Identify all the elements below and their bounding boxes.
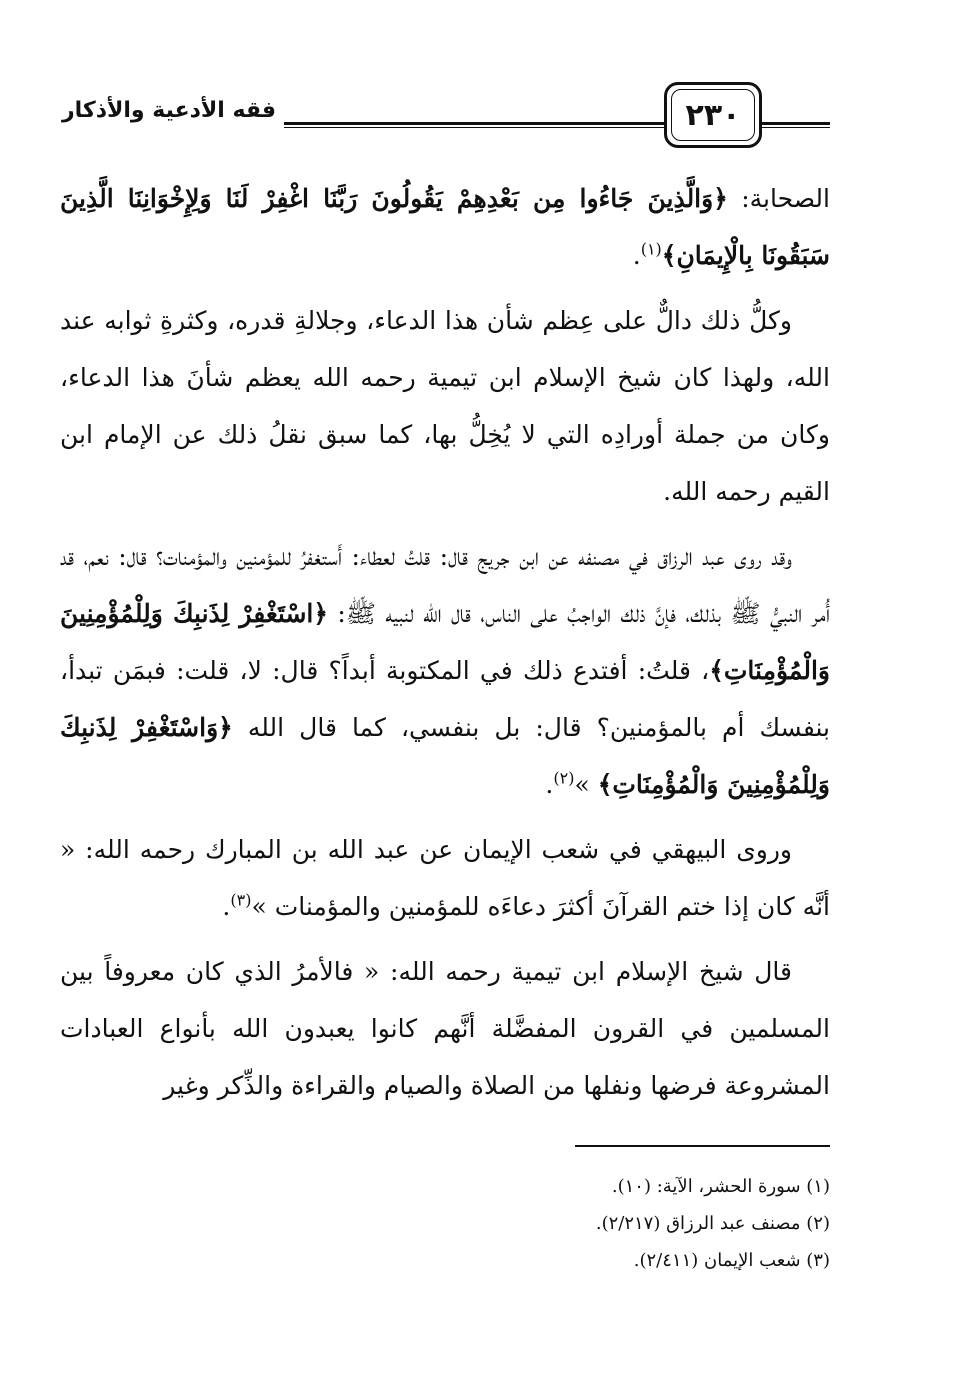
quran-verse-muhammad-2: ﴿وَاسْتَغْفِرْ لِذَنبِكَ وَلِلْمُؤْمِنِينَ وَالْمُؤْمِنَاتِ﴾ [60,713,830,799]
paragraph-4-text: وروى البيهقي في شعب الإيمان عن عبد الله بن المبارك رحمه الله: « أنَّه كان إذا ختم القرآنَ أكثرَ دعاءَه للمؤمنين والمؤمنات » [60,835,830,921]
footnote-ref-3: (٣) [230,890,252,910]
paragraph-1-end: . [632,241,641,270]
book-title: فقه الأدعية والأذكار [62,98,277,123]
paragraph-3-part-3: » [574,770,598,799]
header-rule-right [756,122,830,128]
paragraph-3-part-1: وقد روى عبد الرزاق في مصنفه عن ابن جريج قال: قلتُ لعطاء: أَستغفرُ للمؤمنين والمؤمنات؟ قال: نعم، قد أُمر النبيُّ ﷺ بذلك، فإنَّ ذلك الواجبُ على الناس، قال الله لنبيه ﷺ: [60,542,830,628]
page-number: ٢٣٠ [664,82,762,148]
footnotes [60,1168,830,1279]
paragraph-4 [60,821,830,935]
footnote-1: (١) سورة الحشر، الآية: (١٠). [611,1176,830,1197]
paragraph-4-end: . [222,892,231,921]
quran-verse-muhammad-1: ﴿اسْتَغْفِرْ لِذَنبِكَ وَلِلْمُؤْمِنِينَ وَالْمُؤْمِنَاتِ﴾ [60,599,830,685]
paragraph-3-part-2: ، قلتُ: أفتدع ذلك في المكتوبة أبداً؟ قال: لا، قلت: فبمَن تبدأ، بنفسك أم بالمؤمنين؟ قال: بل بنفسي، كما قال الله [60,656,830,742]
footnote-ref-2: (٢) [553,768,575,788]
footnote-2: (٢) مصنف عبد الرزاق (٢/٢١٧). [595,1213,830,1234]
paragraph-2: وكلُّ ذلك دالٌّ على عِظم شأن هذا الدعاء، وجلالةِ قدره، وكثرةِ ثوابه عند الله، ولهذا كان شيخ الإسلام ابن تيمية رحمه الله يعظم شأنَ هذا الدعاء، وكان من جملة أورادِه التي لا يُخِلُّ بها، كما سبق نقلُ ذلك عن الإمام ابن القيم رحمه الله. [60,306,830,506]
running-header [60,78,830,148]
paragraph-3-end: . [545,770,554,799]
paragraph-5: قال شيخ الإسلام ابن تيمية رحمه الله: « فالأمرُ الذي كان معروفاً بين المسلمين في القرون المفضَّلة أنَّهم كانوا يعبدون الله بأنواع العبادات المشروعة فرضها ونفلها من الصلاة والصيام والقراءة والذِّكر وغير [60,957,830,1100]
quran-verse-hashr: ﴿وَالَّذِينَ جَاءُوا مِن بَعْدِهِمْ يَقُولُونَ رَبَّنَا اغْفِرْ لَنَا وَلِإِخْوَانِنَا الَّذِينَ سَبَقُونَا بِالْإِيمَانِ﴾ [60,184,830,270]
paragraph-3 [60,528,830,813]
book-page [60,78,830,1308]
footnote-3: (٣) شعب الإيمان (٢/٤١١). [633,1250,830,1271]
footnote-ref-1: (١) [640,239,662,259]
paragraph-1 [60,170,830,284]
paragraph-1-lead: الصحابة: [727,184,830,213]
footnote-separator [575,1145,830,1147]
main-text [60,170,830,1122]
